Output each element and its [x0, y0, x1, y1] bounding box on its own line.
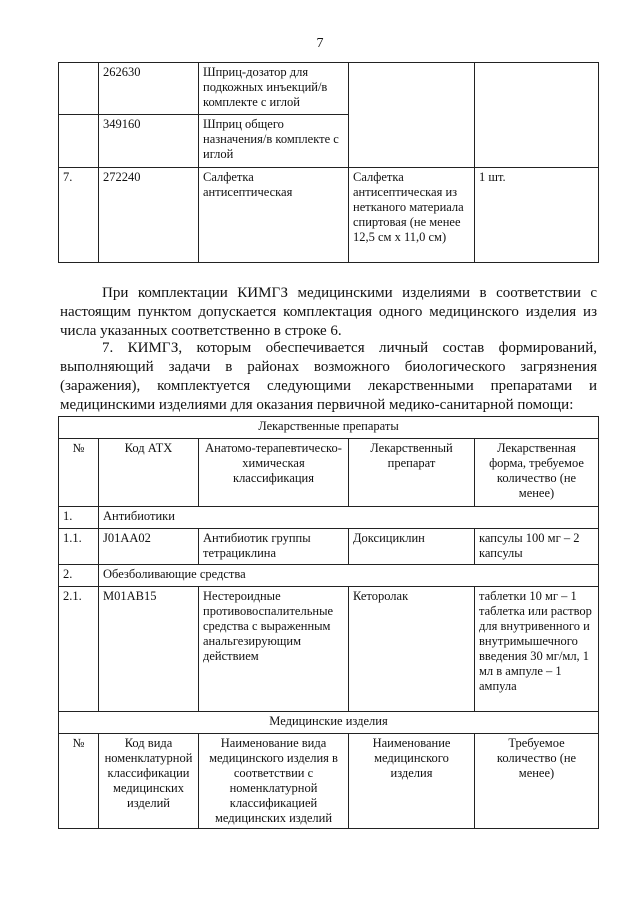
header-required-qty: Требуемое количество (не менее): [475, 734, 599, 829]
row-number-cell: 1.1.: [59, 529, 99, 565]
table-row: [59, 529, 599, 565]
column-header-row: [59, 439, 599, 507]
row-number-cell: 7.: [59, 168, 99, 263]
name-cell: Шприц общего назначения/в комплекте с иглой: [199, 115, 349, 168]
header-atc-code: Код АТХ: [99, 439, 199, 507]
table-row: [59, 63, 599, 115]
page-number: 7: [316, 36, 324, 51]
group-row: [59, 507, 599, 529]
code-cell: 262630: [99, 63, 199, 115]
qty-cell: [475, 63, 599, 168]
row-number-cell: [59, 63, 99, 115]
paragraph: При комплектации КИМГЗ медицинскими изделиями в соответствии с настоящим пунктом допускается комплектация одного медицинского изделия из числа указанных соответственно в строке 6.: [60, 285, 597, 339]
medicines-table: [58, 416, 599, 829]
section-title-drugs: Лекарственные препараты: [59, 417, 599, 439]
qty-cell: 1 шт.: [475, 168, 599, 263]
header-nomenclature-code: Код вида номенклатурной классификации медицинских изделий: [99, 734, 199, 829]
group-row: [59, 565, 599, 587]
item-cell: [349, 63, 475, 168]
group-number: 1.: [59, 507, 99, 529]
group-title: Обезболивающие средства: [99, 565, 599, 587]
group-title: Антибиотики: [99, 507, 599, 529]
atc-code-cell: M01AB15: [99, 587, 199, 712]
header-num: №: [59, 439, 99, 507]
code-cell: 272240: [99, 168, 199, 263]
drug-cell: Кеторолак: [349, 587, 475, 712]
name-cell: Салфетка антисептическая: [199, 168, 349, 263]
header-drug: Лекарственный препарат: [349, 439, 475, 507]
atc-code-cell: J01AA02: [99, 529, 199, 565]
column-header-row: [59, 734, 599, 829]
classification-cell: Антибиотик группы тетрациклина: [199, 529, 349, 565]
drug-cell: Доксициклин: [349, 529, 475, 565]
name-cell: Шприц-дозатор для подкожных инъекций/в комплекте с иглой: [199, 63, 349, 115]
header-device-name: Наименование медицинского изделия: [349, 734, 475, 829]
section-title-devices: Медицинские изделия: [59, 712, 599, 734]
table-row: [59, 168, 599, 263]
header-form: Лекарственная форма, требуемое количество (не менее): [475, 439, 599, 507]
table-row: [59, 587, 599, 712]
code-cell: 349160: [99, 115, 199, 168]
row-number-cell: 2.1.: [59, 587, 99, 712]
item-cell: Салфетка антисептическая из нетканого материала спиртовая (не менее 12,5 см х 11,0 см): [349, 168, 475, 263]
form-cell: таблетки 10 мг – 1 таблетка или раствор для внутривенного и внутримышечного введения 30 мг/мл, 1 мл в ампуле – 1 ампула: [475, 587, 599, 712]
classification-cell: Нестероидные противовоспалительные средства с выраженным анальгезирующим действием: [199, 587, 349, 712]
section-header-row: [59, 417, 599, 439]
row-number-cell: [59, 115, 99, 168]
header-num: №: [59, 734, 99, 829]
section-header-row: [59, 712, 599, 734]
devices-table-continuation: [58, 62, 599, 263]
header-atc-classification: Анатомо-терапевтическо-химическая классификация: [199, 439, 349, 507]
header-device-type-name: Наименование вида медицинского изделия в соответствии с номенклатурной классификацией медицинских изделий: [199, 734, 349, 829]
paragraph: 7. КИМГЗ, которым обеспечивается личный состав формирований, выполняющий задачи в районах возможного биологического загрязнения (заражения), комплектуется следующими лекарственными препаратами и медицинскими изделиями для оказания первичной медико-санитарной помощи:: [60, 340, 597, 413]
group-number: 2.: [59, 565, 99, 587]
form-cell: капсулы 100 мг – 2 капсулы: [475, 529, 599, 565]
